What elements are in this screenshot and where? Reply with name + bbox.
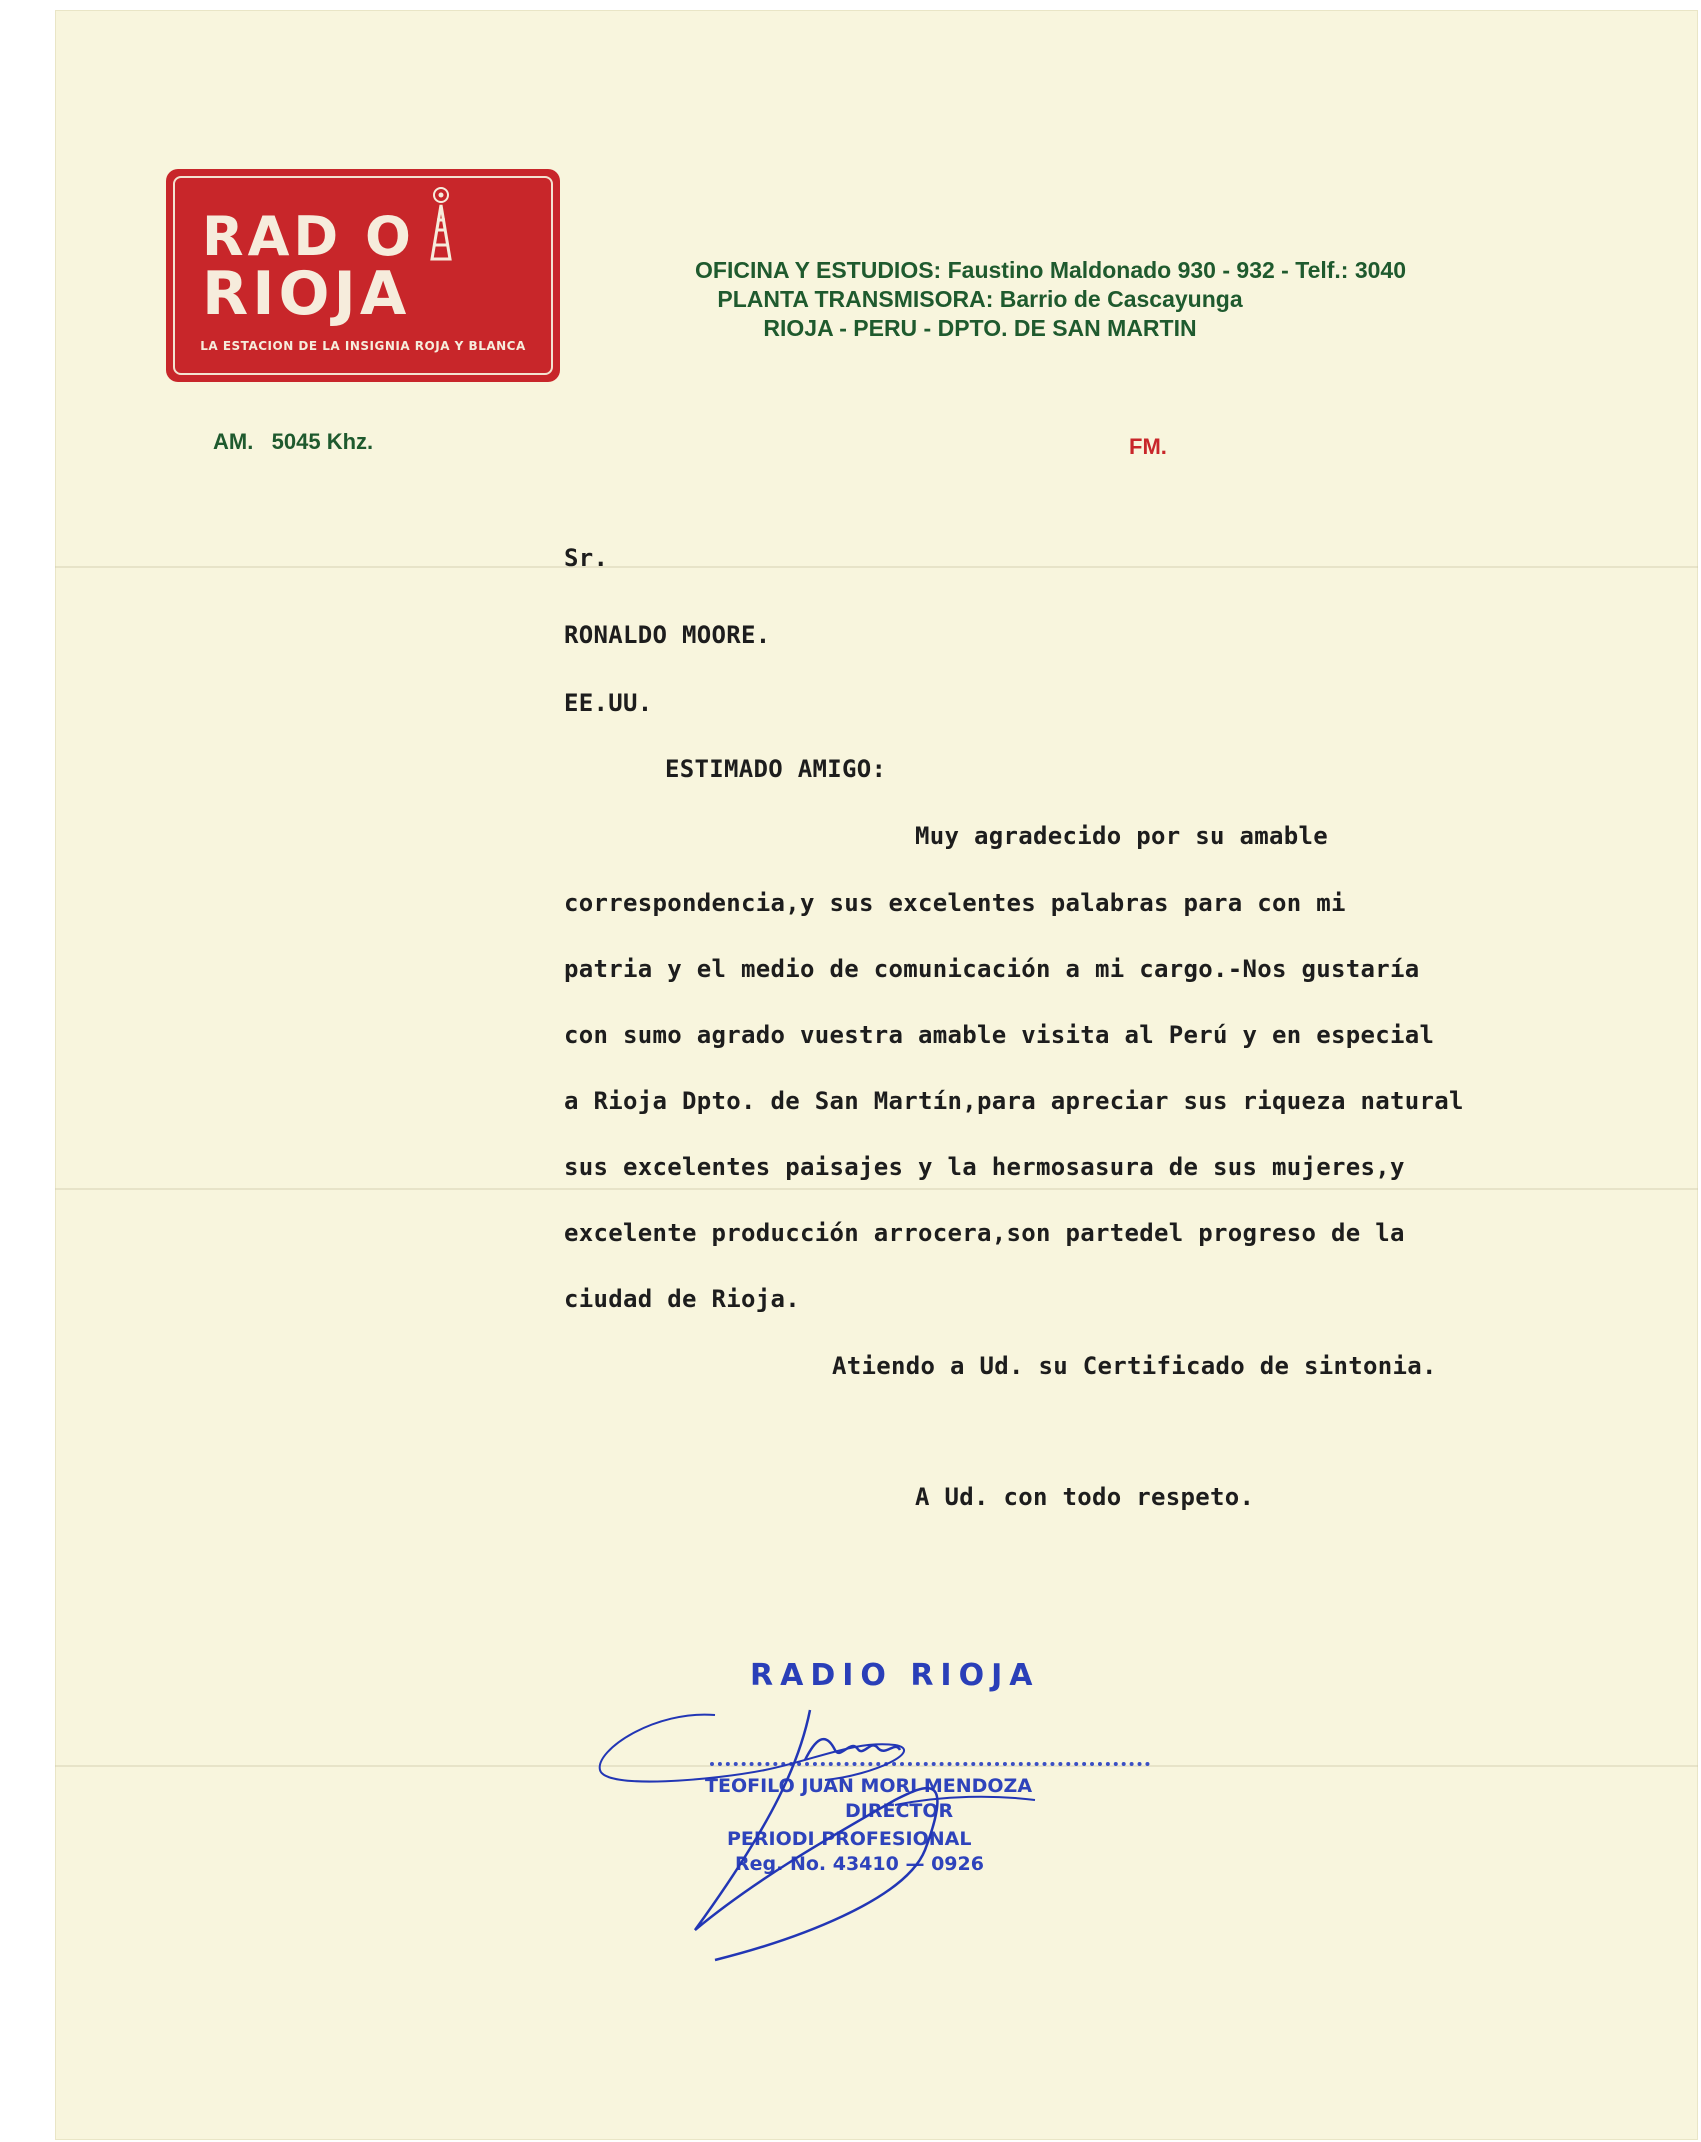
greeting: ESTIMADO AMIGO: [665,755,887,783]
body-line: sus excelentes paisajes y la hermosasura de sus mujeres,y [564,1153,1405,1181]
stamp-registration: Reg. No. 43410 — 0926 [735,1853,984,1875]
radio-tower-icon [426,185,456,265]
stamp-director-name: TEOFILO JUAN MORI MENDOZA [705,1775,1033,1797]
letterhead-address [695,256,1407,343]
body-line: ciudad de Rioja. [564,1285,800,1313]
body-line: con sumo agrado vuestra amable visita al Perú y en especial [564,1021,1435,1049]
fold-line [55,566,1698,568]
body-line: excelente producción arrocera,son partedel progreso de la [564,1219,1405,1247]
enclosure-note: Atiendo a Ud. su Certificado de sintonia. [832,1352,1437,1380]
letter-paper [55,10,1698,2140]
am-frequency: AM. 5045 Khz. [213,429,374,454]
closing: A Ud. con todo respeto. [915,1483,1255,1511]
letterhead-location: RIOJA - PERU - DPTO. DE SAN MARTIN [763,315,1197,341]
letterhead-transmitter: PLANTA TRANSMISORA: Barrio de Cascayunga [717,286,1243,312]
stamp-profession: PERIODI PROFESIONAL [727,1828,972,1850]
stamp-station-name: RADIO RIOJA [750,1658,1040,1693]
stamp-director-role: DIRECTOR [845,1800,954,1822]
salutation: Sr. [564,544,609,572]
body-line: Muy agradecido por su amable [915,822,1328,850]
body-line: patria y el medio de comunicación a mi cargo.-Nos gustaría [564,955,1420,983]
logo-word-top: RAD O [202,205,415,268]
logo-word-bottom: RIOJA [202,259,411,329]
fold-line [55,1188,1698,1190]
logo-tagline: LA ESTACION DE LA INSIGNIA ROJA Y BLANCA [200,339,526,353]
handwritten-signature [595,1700,1055,1970]
radio-rioja-logo [166,169,560,382]
recipient-name: RONALDO MOORE. [564,621,771,649]
recipient-country: EE.UU. [564,689,653,717]
letterhead-offices: OFICINA Y ESTUDIOS: Faustino Maldonado 930 - 932 - Telf.: 3040 [695,257,1407,283]
body-line: correspondencia,y sus excelentes palabras para con mi [564,889,1346,917]
fm-frequency: FM. [1129,434,1167,459]
body-line: a Rioja Dpto. de San Martín,para apreciar sus riqueza natural [564,1087,1464,1115]
